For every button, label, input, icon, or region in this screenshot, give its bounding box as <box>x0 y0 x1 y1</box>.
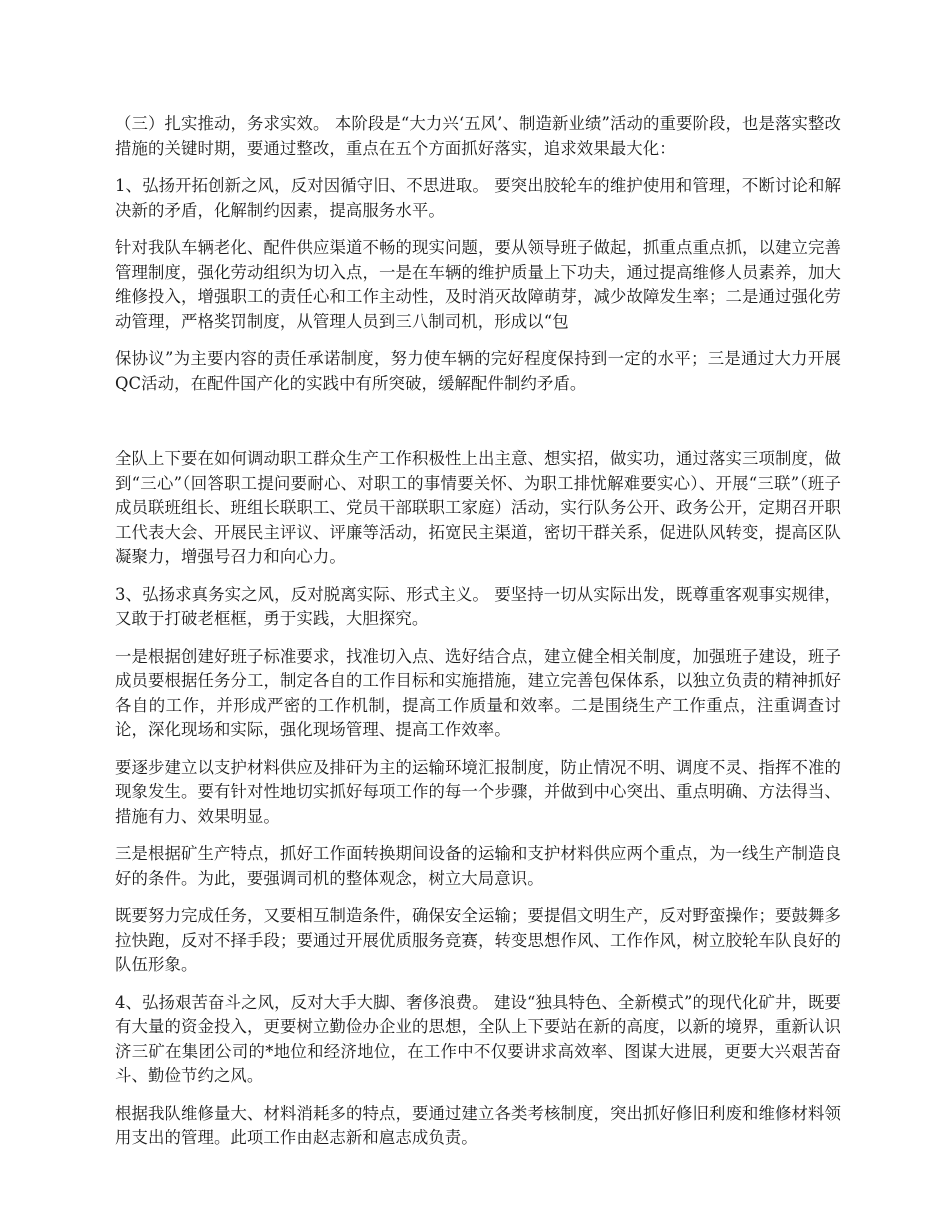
paragraph-transport-report: 要逐步建立以支护材料供应及排矸为主的运输环境汇报制度，防止情况不明、调度不灵、指挥不准的现象发生。要有针对性地切实抓好每项工作的每一个步骤，并做到中心突出、重点明确、方法得当、措施有力、效果明显。 <box>115 757 841 826</box>
paragraph-team-building: 一是根据创建好班子标准要求，找准切入点、选好结合点，建立健全相关制度，加强班子建设，班子成员要根据任务分工，制定各自的工作目标和实施措施，建立完善包保体系，以独立负责的精神抓好各自的工作，并形成严密的工作机制，提高工作质量和效率。二是围绕生产工作重点，注重调查讨论，深化现场和实际，强化现场管理、提高工作效率。 <box>115 646 841 739</box>
paragraph-production: 三是根据矿生产特点，抓好工作面转换期间设备的运输和支护材料供应两个重点，为一线生产制造良好的条件。为此，要强调司机的整体观念，树立大局意识。 <box>115 844 841 888</box>
paragraph-vehicle-issues: 针对我队车辆老化、配件供应渠道不畅的现实问题，要从领导班子做起，抓重点重点抓，以建立完善管理制度，强化劳动组织为切入点，一是在车辆的维护质量上下功夫，通过提高维修人员素养，加大维修投入，增强职工的责任心和工作主动性，及时消灭故障萌芽，减少故障发生率；二是通过强化劳动管理，严格奖罚制度，从管理人员到三八制司机，形成以“包 <box>115 238 841 331</box>
paragraph-materials: 根据我队维修量大、材料消耗多的特点，要通过建立各类考核制度，突出抓好修旧利废和维修材料领用支出的管理。此项工作由赵志新和扈志成负责。 <box>115 1103 841 1147</box>
document-body <box>115 112 841 1164</box>
paragraph-safety: 既要努力完成任务，又要相互制造条件，确保安全运输；要提倡文明生产，反对野蛮操作；要鼓舞多拉快跑，反对不择手段；要通过开展优质服务竞赛，转变思想作风、工作作风，树立胶轮车队良好的队伍形象。 <box>115 906 841 974</box>
paragraph-point-3: 3、弘扬求真务实之风，反对脱离实际、形式主义。 要坚持一切从实际出发，既尊重客观事实规律，又敢于打破老框框，勇于实践，大胆探究。 <box>115 584 841 628</box>
paragraph-point-1: 1、弘扬开拓创新之风，反对因循守旧、不思进取。 要突出胶轮车的维护使用和管理，不断讨论和解决新的矛盾，化解制约因素，提高服务水平。 <box>115 176 841 220</box>
section-spacer <box>115 409 841 447</box>
paragraph-point-4: 4、弘扬艰苦奋斗之风，反对大手大脚、奢侈浪费。 建设“独具特色、全新模式”的现代化矿井，既要有大量的资金投入，更要树立勤俭办企业的思想，全队上下要站在新的高度，以新的境界，重新认识济三矿在集团公司的*地位和经济地位，在工作中不仅要讲求高效率、图谋大进展，更要大兴艰苦奋斗、勤俭节约之风。 <box>115 992 841 1085</box>
paragraph-responsibility: 保协议”为主要内容的责任承诺制度，努力使车辆的完好程度保持到一定的水平；三是通过大力开展QC活动，在配件国产化的实践中有所突破，缓解配件制约矛盾。 <box>115 349 841 393</box>
paragraph-intro: （三）扎实推动，务求实效。 本阶段是“大力兴‘五风’、制造新业绩”活动的重要阶段，也是落实整改措施的关键时期，要通过整改，重点在五个方面抓好落实，追求效果最大化： <box>115 114 841 158</box>
paragraph-workforce: 全队上下要在如何调动职工群众生产工作积极性上出主意、想实招，做实功，通过落实三项制度，做到“三心”（回答职工提问要耐心、对职工的事情要关怀、为职工排忧解难要实心）、开展“三联”（班子成员联班组长、班组长联职工、党员干部联职工家庭）活动，实行队务公开、政务公开，定期召开职工代表大会、开展民主评议、评廉等活动，拓宽民主渠道，密切干群关系，促进队风转变，提高区队凝聚力，增强号召力和向心力。 <box>115 449 841 566</box>
